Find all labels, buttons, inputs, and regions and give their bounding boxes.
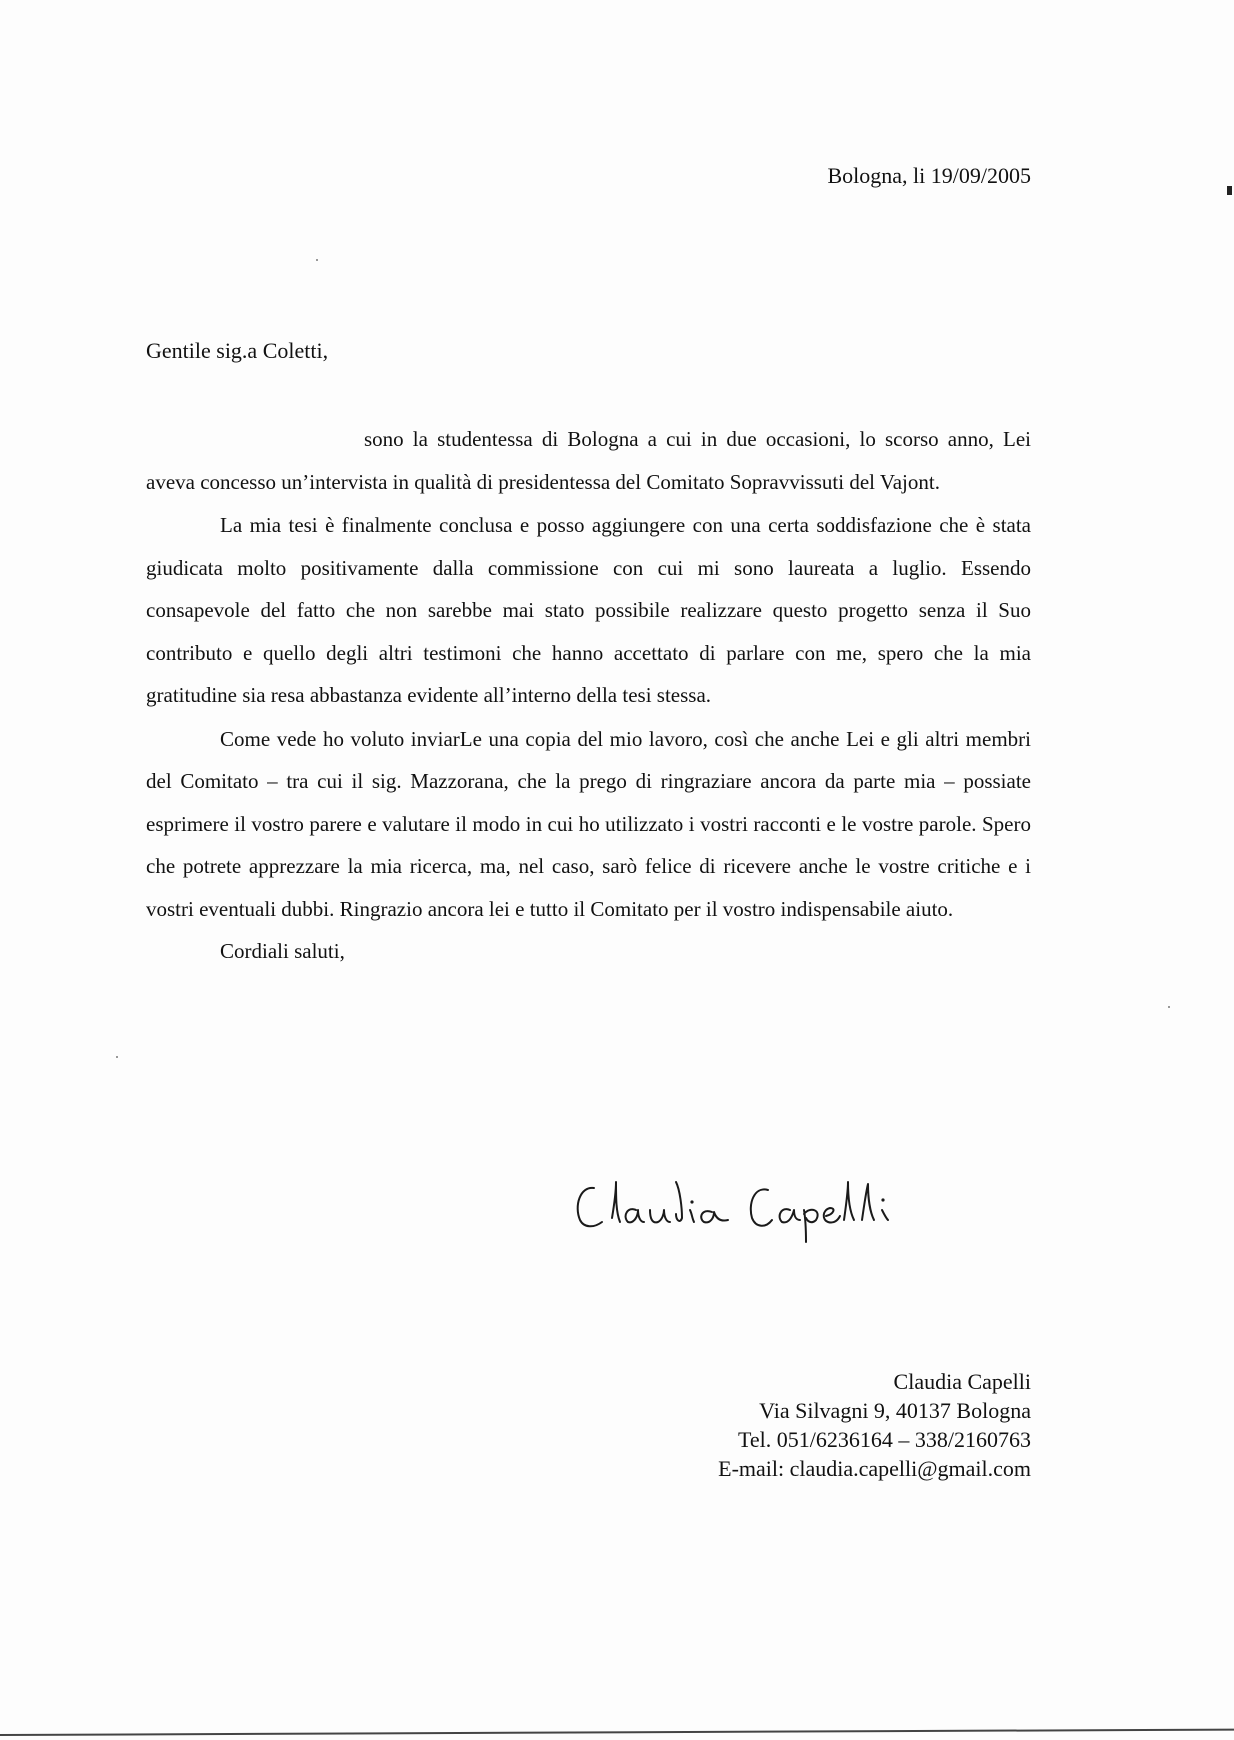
letter-body	[146, 418, 1031, 973]
handwritten-signature	[572, 1168, 912, 1248]
sender-block	[718, 1367, 1031, 1483]
closing: Cordiali saluti,	[220, 939, 345, 963]
sender-phone: Tel. 051/6236164 – 338/2160763	[737, 1427, 1031, 1452]
sender-name: Claudia Capelli	[893, 1369, 1031, 1394]
scan-artifact-mark	[1227, 186, 1232, 195]
paragraph-3: Come vede ho voluto inviarLe una copia del mio lavoro, così che anche Lei e gli altri membri del Comitato – tra cui il sig. Mazzorana, che la prego di ringraziare ancora da parte mia – possiate esprimere il vostro parere e valutare il modo in cui ho utilizzato i vostri racconti e le vostre parole. Spero che potrete apprezzare la mia ricerca, ma, nel caso, sarò felice di ricevere anche le vostre critiche e i vostri eventuali dubbi. Ringrazio ancora lei e tutto il Comitato per il vostro indispensabile aiuto.	[146, 726, 1031, 921]
letter-date: Bologna, li 19/09/2005	[827, 163, 1031, 188]
scan-artifact-dot	[316, 259, 318, 261]
salutation: Gentile sig.a Coletti,	[146, 338, 329, 363]
paragraph-1: sono la studentessa di Bologna a cui in due occasioni, lo scorso anno, Lei aveva concesso un’intervista in qualità di presidentessa del Comitato Sopravvissuti del Vajont.	[146, 427, 1031, 494]
sender-email: E-mail: claudia.capelli@gmail.com	[718, 1456, 1031, 1481]
scan-edge-line	[0, 1729, 1234, 1736]
sender-address: Via Silvagni 9, 40137 Bologna	[759, 1398, 1031, 1423]
scan-artifact-dot	[1168, 1006, 1170, 1008]
scan-artifact-dot	[116, 1056, 118, 1058]
paragraph-2: La mia tesi è finalmente conclusa e posso aggiungere con una certa soddisfazione che è stata giudicata molto positivamente dalla commissione con cui mi sono laureata a luglio. Essendo consapevole del fatto che non sarebbe mai stato possibile realizzare questo progetto senza il Suo contributo e quello degli altri testimoni che hanno accettato di parlare con me, spero che la mia gratitudine sia resa abbastanza evidente all’interno della tesi stessa.	[146, 513, 1031, 707]
